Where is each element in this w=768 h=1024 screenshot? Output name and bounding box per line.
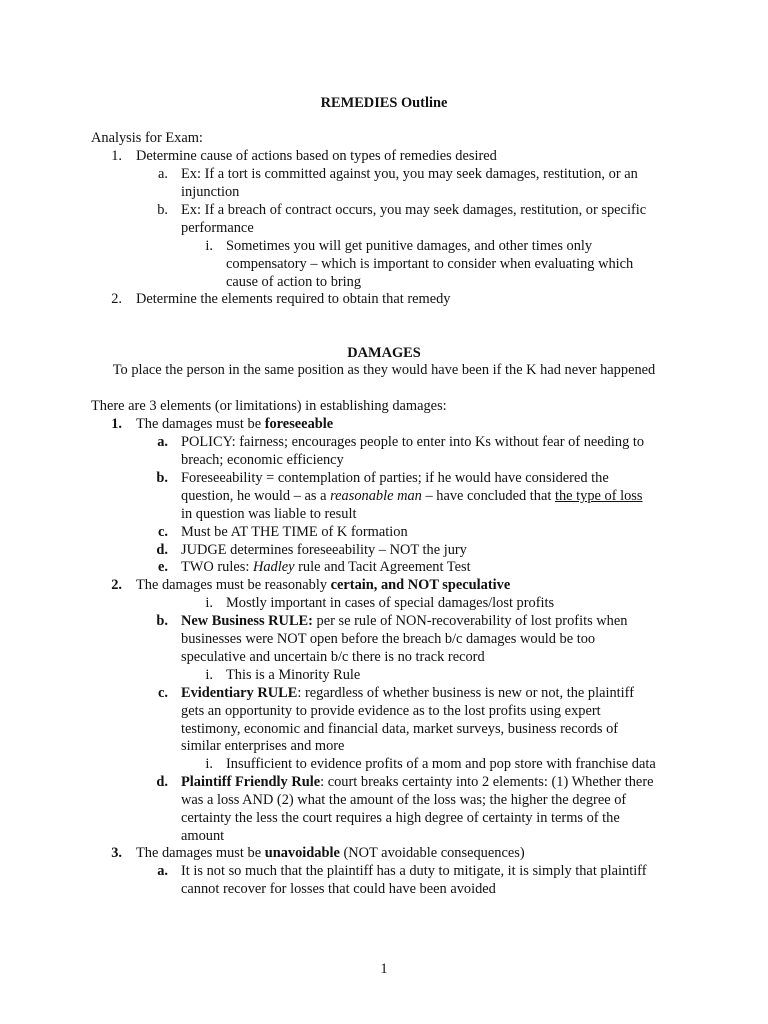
- page-number: 1: [380, 961, 388, 977]
- list-item-text: injunction: [181, 184, 240, 200]
- analysis-heading: Analysis for Exam:: [91, 130, 203, 146]
- list-marker: b.: [156, 613, 168, 629]
- list-item-text: similar enterprises and more: [181, 738, 345, 754]
- list-item-text: gets an opportunity to provide evidence as to the lost profits using expert: [181, 703, 601, 719]
- list-item-text: TWO rules: Hadley rule and Tacit Agreement Test: [181, 559, 471, 575]
- list-item-text: Sometimes you will get punitive damages, and other times only: [226, 238, 593, 254]
- document-title: REMEDIES Outline: [320, 95, 448, 111]
- list-item-text: speculative and uncertain b/c there is no track record: [181, 649, 485, 665]
- list-marker: a.: [158, 166, 168, 182]
- list-item-text: cause of action to bring: [226, 274, 362, 290]
- list-marker: i.: [205, 238, 213, 254]
- list-marker: a.: [157, 434, 168, 450]
- list-marker: a.: [157, 863, 168, 879]
- list-item-text: The damages must be foreseeable: [136, 416, 334, 432]
- list-item-text: Evidentiary RULE: regardless of whether business is new or not, the plaintiff: [181, 685, 634, 701]
- list-marker: 2.: [111, 577, 122, 593]
- list-marker: 1.: [111, 148, 122, 164]
- list-item-text: certainty the less the court requires a high degree of certainty in terms of the: [181, 810, 620, 826]
- list-item-text: testimony, economic and financial data, market surveys, business records of: [181, 721, 619, 737]
- list-marker: d.: [156, 542, 168, 558]
- list-marker: i.: [205, 595, 213, 611]
- list-item-text: question, he would – as a reasonable man – have concluded that the type of loss: [181, 488, 643, 504]
- list-marker: 3.: [111, 845, 122, 861]
- list-marker: c.: [158, 685, 168, 701]
- list-marker: 2.: [111, 291, 122, 307]
- list-item-text: It is not so much that the plaintiff has a duty to mitigate, it is simply that plaintiff: [181, 863, 647, 879]
- list-item-text: Insufficient to evidence profits of a mom and pop store with franchise data: [226, 756, 656, 772]
- list-marker: 1.: [111, 416, 122, 432]
- list-item-text: POLICY: fairness; encourages people to enter into Ks without fear of needing to: [181, 434, 645, 450]
- list-item-text: The damages must be reasonably certain, and NOT speculative: [136, 577, 511, 593]
- list-marker: b.: [157, 202, 168, 218]
- list-marker: c.: [158, 524, 168, 540]
- list-item-text: amount: [181, 828, 225, 844]
- list-item-text: Plaintiff Friendly Rule: court breaks certainty into 2 elements: (1) Whether there: [181, 774, 654, 790]
- list-item-text: This is a Minority Rule: [226, 667, 361, 683]
- list-item-text: Foreseeability = contemplation of parties; if he would have considered the: [181, 470, 609, 486]
- list-item-text: Determine the elements required to obtain that remedy: [136, 291, 451, 307]
- list-marker: d.: [156, 774, 168, 790]
- section-heading: DAMAGES: [347, 345, 421, 361]
- list-marker: i.: [205, 667, 213, 683]
- list-item-text: New Business RULE: per se rule of NON-recoverability of lost profits when: [181, 613, 628, 629]
- list-marker: e.: [158, 559, 168, 575]
- list-item-text: breach; economic efficiency: [181, 452, 344, 468]
- list-marker: i.: [205, 756, 213, 772]
- section-purpose: To place the person in the same position as they would have been if the K had never happened: [112, 362, 656, 378]
- list-item-text: JUDGE determines foreseeability – NOT the jury: [181, 542, 467, 558]
- list-item-text: cannot recover for losses that could have been avoided: [181, 881, 496, 897]
- list-item-text: performance: [181, 220, 254, 236]
- section-intro: There are 3 elements (or limitations) in establishing damages:: [91, 398, 447, 414]
- list-marker: b.: [156, 470, 168, 486]
- list-item-text: The damages must be unavoidable (NOT avoidable consequences): [136, 845, 525, 861]
- list-item-text: Must be AT THE TIME of K formation: [181, 524, 408, 540]
- list-item-text: Mostly important in cases of special damages/lost profits: [226, 595, 555, 611]
- list-item-text: Ex: If a breach of contract occurs, you may seek damages, restitution, or specific: [181, 202, 647, 218]
- list-item-text: compensatory – which is important to consider when evaluating which: [226, 256, 634, 272]
- list-item-text: was a loss AND (2) what the amount of the loss was; the higher the degree of: [181, 792, 627, 808]
- list-item-text: Ex: If a tort is committed against you, you may seek damages, restitution, or an: [181, 166, 638, 182]
- list-item-text: in question was liable to result: [181, 506, 357, 522]
- list-item-text: businesses were NOT open before the breach b/c damages would be too: [181, 631, 596, 647]
- list-item-text: Determine cause of actions based on types of remedies desired: [136, 148, 497, 164]
